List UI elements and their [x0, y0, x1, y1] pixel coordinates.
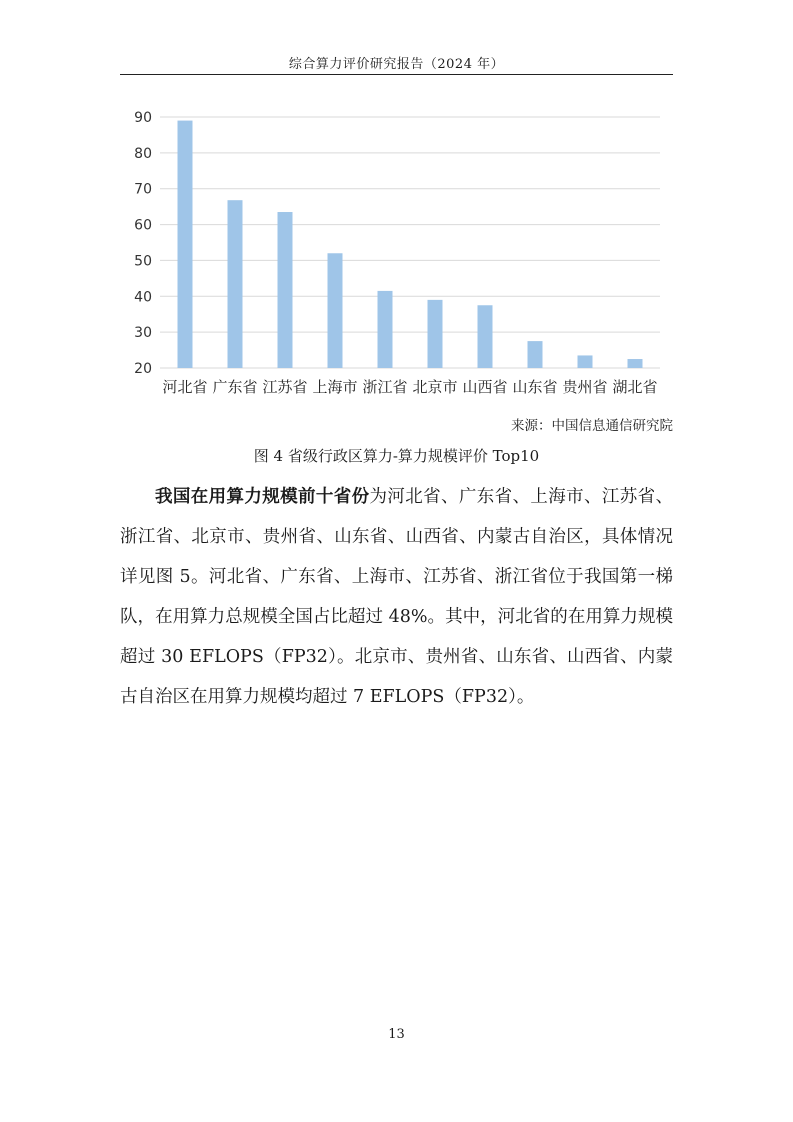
x-tick-label: 江苏省: [262, 378, 308, 396]
y-tick-label: 40: [134, 289, 152, 306]
y-tick-label: 80: [134, 145, 152, 162]
x-tick-label: 上海市: [312, 378, 358, 396]
bar-山西省: [478, 305, 493, 368]
y-tick-label: 30: [134, 325, 152, 342]
bar-河北省: [178, 121, 193, 368]
x-tick-label: 贵州省: [562, 378, 608, 396]
page-number: 13: [388, 1027, 405, 1042]
figure-source: 来源：中国信息通信研究院: [511, 418, 673, 434]
bar-浙江省: [378, 291, 393, 368]
x-tick-label: 浙江省: [362, 378, 408, 396]
bar-chart: [120, 96, 673, 401]
bar-广东省: [228, 200, 243, 368]
body-paragraph: [120, 477, 673, 717]
running-header: 综合算力评价研究报告（2024 年）: [288, 57, 505, 72]
paragraph-lead: 我国在用算力规模前十省份: [155, 487, 370, 507]
bar-北京市: [428, 300, 443, 368]
x-tick-label: 河北省: [162, 378, 208, 396]
bar-上海市: [328, 253, 343, 368]
bar-山东省: [528, 341, 543, 368]
figure-caption: 图 4 省级行政区算力-算力规模评价 Top10: [253, 447, 540, 465]
bar-湖北省: [628, 359, 643, 368]
y-tick-label: 90: [134, 110, 152, 126]
x-axis-ticks: [162, 378, 657, 396]
y-tick-label: 60: [134, 217, 152, 234]
chart-bars: [178, 121, 643, 368]
x-tick-label: 北京市: [412, 378, 458, 396]
x-tick-label: 山西省: [462, 378, 508, 396]
y-tick-label: 50: [134, 253, 152, 270]
y-tick-label: 70: [134, 181, 152, 198]
bar-贵州省: [578, 355, 593, 368]
y-tick-label: 20: [134, 361, 152, 377]
paragraph-text: 为河北省、广东省、上海市、江苏省、浙江省、北京市、贵州省、山东省、山西省、内蒙古自治区，具体情况详见图 5。河北省、广东省、上海市、江苏省、浙江省位于我国第一梯队，在用算力总规模全国占比超过 48%。其中，河北省的在用算力规模超过 30 EFLOPS（FP32）。北京市、贵州省、山东省、山西省、内蒙古自治区在用算力规模均超过 7 EFLOPS（FP32）。: [120, 487, 673, 707]
x-tick-label: 湖北省: [612, 378, 658, 396]
header-rule: [120, 74, 673, 75]
y-axis-ticks: [134, 110, 152, 377]
x-tick-label: 广东省: [212, 378, 258, 396]
bar-江苏省: [278, 212, 293, 368]
x-tick-label: 山东省: [512, 378, 558, 396]
